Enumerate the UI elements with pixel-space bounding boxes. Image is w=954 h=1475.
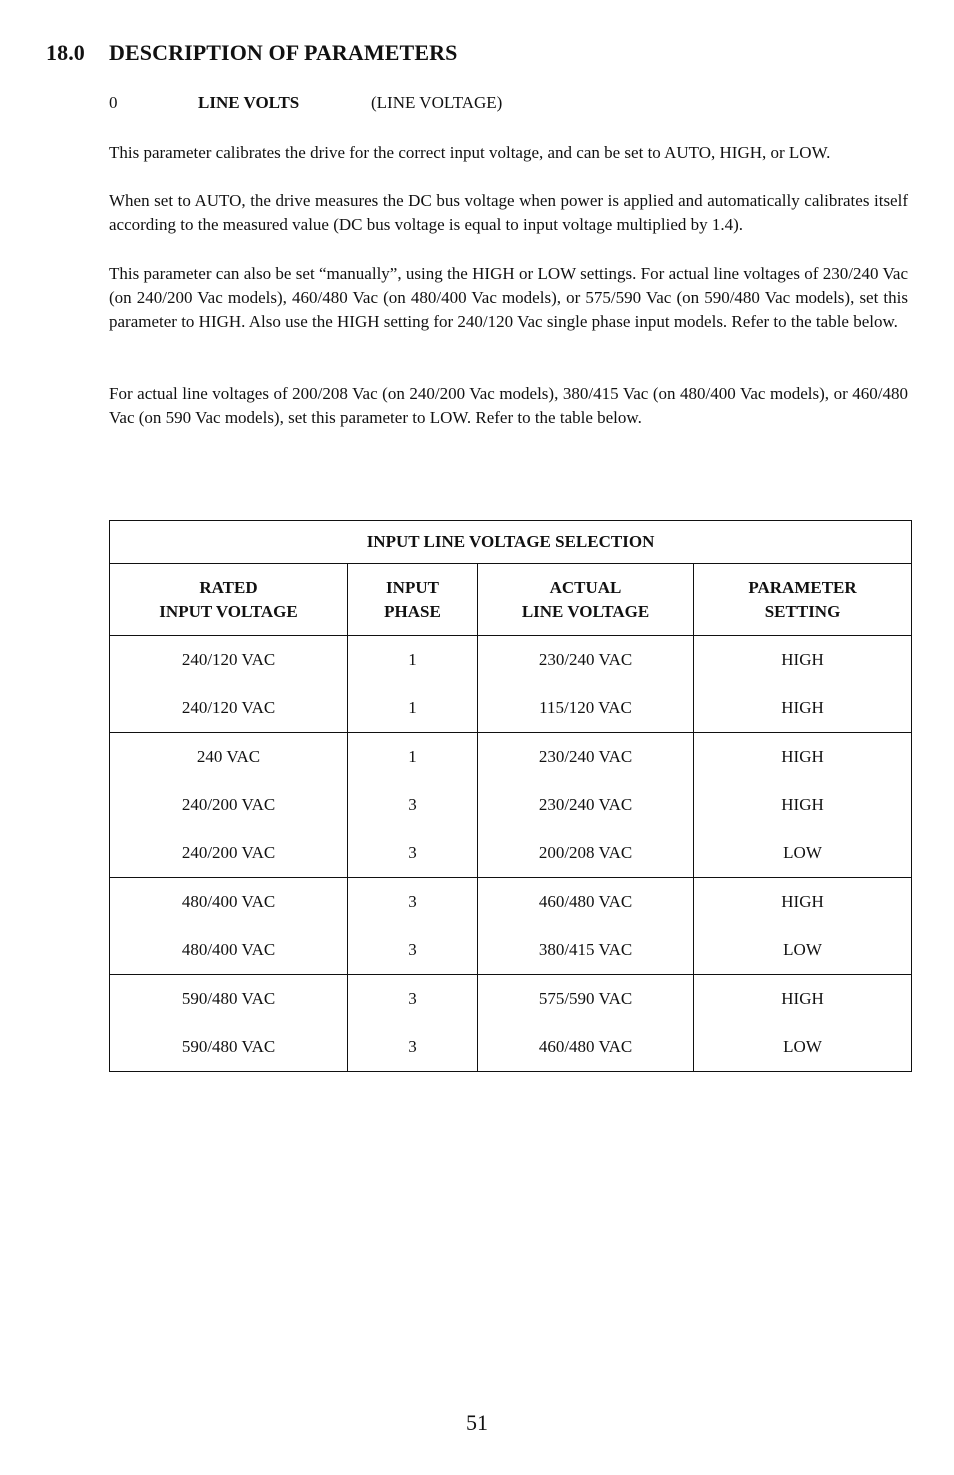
- input-phase-cell: [348, 878, 478, 975]
- cell-value: 230/240 VAC: [538, 747, 633, 766]
- parameter-setting-cell: [694, 636, 912, 733]
- cell-value: 230/240 VAC: [538, 795, 633, 814]
- cell-value: 240/200 VAC: [181, 843, 276, 862]
- cell-value: 3: [408, 1037, 417, 1056]
- paragraph-3: This parameter can also be set “manually”, using the HIGH or LOW settings. For actual line voltages of 230/240 Vac (on 240/200 Vac models), 460/480 Vac (on 480/400 Vac models), or 575/590 Vac (on 590/480 Vac models), set this parameter to HIGH. Also use the HIGH setting for 240/120 Vac single phase input models. Refer to the table below.: [109, 264, 908, 331]
- cell-value: LOW: [783, 1037, 822, 1056]
- table-row-group: [110, 878, 912, 975]
- actual-voltage-cell: [478, 636, 694, 733]
- table-row-group: [110, 975, 912, 1072]
- table-row-group: [110, 636, 912, 733]
- cell-value: 380/415 VAC: [538, 940, 633, 959]
- input-line-voltage-table: [109, 520, 912, 1072]
- section-title: [46, 40, 457, 66]
- cell-value: 3: [408, 843, 417, 862]
- header-line: PHASE: [384, 601, 441, 621]
- cell-value: 240/120 VAC: [181, 650, 276, 669]
- rated-voltage-cell: [110, 733, 348, 878]
- cell-value: 230/240 VAC: [538, 650, 633, 669]
- header-line: RATED: [199, 577, 258, 597]
- cell-value: HIGH: [781, 650, 824, 669]
- cell-value: 240 VAC: [196, 747, 261, 766]
- header-line: LINE VOLTAGE: [521, 601, 650, 621]
- actual-voltage-cell: [478, 733, 694, 878]
- paragraph-2: When set to AUTO, the drive measures the DC bus voltage when power is applied and automatically calibrates itself according to the measured value (DC bus voltage is equal to input voltage multiplied by 1.4).: [109, 191, 908, 234]
- parameter-number: 0: [109, 93, 118, 112]
- header-rated-input-voltage: [110, 564, 348, 636]
- section-heading: DESCRIPTION OF PARAMETERS: [109, 40, 458, 65]
- cell-value: 3: [408, 940, 417, 959]
- input-phase-cell: [348, 733, 478, 878]
- parameter-setting-cell: [694, 733, 912, 878]
- cell-value: HIGH: [781, 747, 824, 766]
- cell-value: 3: [408, 795, 417, 814]
- cell-value: 590/480 VAC: [181, 989, 276, 1008]
- page-number: 51: [466, 1410, 488, 1435]
- cell-value: 460/480 VAC: [538, 1037, 633, 1056]
- actual-voltage-cell: [478, 878, 694, 975]
- cell-value: HIGH: [781, 795, 824, 814]
- cell-value: 240/200 VAC: [181, 795, 276, 814]
- cell-value: 590/480 VAC: [181, 1037, 276, 1056]
- header-line: SETTING: [764, 601, 841, 621]
- header-line: INPUT: [386, 577, 439, 597]
- rated-voltage-cell: [110, 975, 348, 1072]
- cell-value: 1: [408, 698, 417, 717]
- header-input-phase: [348, 564, 478, 636]
- rated-voltage-cell: [110, 636, 348, 733]
- cell-value: 1: [408, 650, 417, 669]
- header-line: INPUT VOLTAGE: [159, 601, 298, 621]
- header-line: ACTUAL: [549, 577, 622, 597]
- parameter-name: LINE VOLTS: [198, 93, 300, 112]
- cell-value: HIGH: [781, 989, 824, 1008]
- cell-value: 3: [408, 892, 417, 911]
- header-line: PARAMETER: [748, 577, 857, 597]
- parameter-full-name: (LINE VOLTAGE): [371, 93, 503, 112]
- cell-value: 480/400 VAC: [181, 940, 276, 959]
- cell-value: 240/120 VAC: [181, 698, 276, 717]
- cell-value: 200/208 VAC: [538, 843, 633, 862]
- cell-value: 480/400 VAC: [181, 892, 276, 911]
- cell-value: HIGH: [781, 892, 824, 911]
- actual-voltage-cell: [478, 975, 694, 1072]
- cell-value: 115/120 VAC: [539, 698, 632, 717]
- cell-value: 575/590 VAC: [538, 989, 633, 1008]
- table-row-group: [110, 733, 912, 878]
- table-caption: INPUT LINE VOLTAGE SELECTION: [110, 521, 912, 564]
- cell-value: 460/480 VAC: [538, 892, 633, 911]
- cell-value: LOW: [783, 940, 822, 959]
- cell-value: HIGH: [781, 698, 824, 717]
- cell-value: 1: [408, 747, 417, 766]
- cell-value: LOW: [783, 843, 822, 862]
- cell-value: 3: [408, 989, 417, 1008]
- header-actual-line-voltage: [478, 564, 694, 636]
- paragraph-4: For actual line voltages of 200/208 Vac (on 240/200 Vac models), 380/415 Vac (on 480/400 Vac models), or 460/480 Vac (on 590 Vac models), set this parameter to LOW. Refer to the table below.: [109, 384, 908, 427]
- parameter-setting-cell: [694, 878, 912, 975]
- input-phase-cell: [348, 975, 478, 1072]
- header-parameter-setting: [694, 564, 912, 636]
- input-phase-cell: [348, 636, 478, 733]
- section-number: 18.0: [46, 40, 85, 65]
- parameter-setting-cell: [694, 975, 912, 1072]
- paragraph-1: This parameter calibrates the drive for the correct input voltage, and can be set to AUTO, HIGH, or LOW.: [109, 143, 831, 162]
- rated-voltage-cell: [110, 878, 348, 975]
